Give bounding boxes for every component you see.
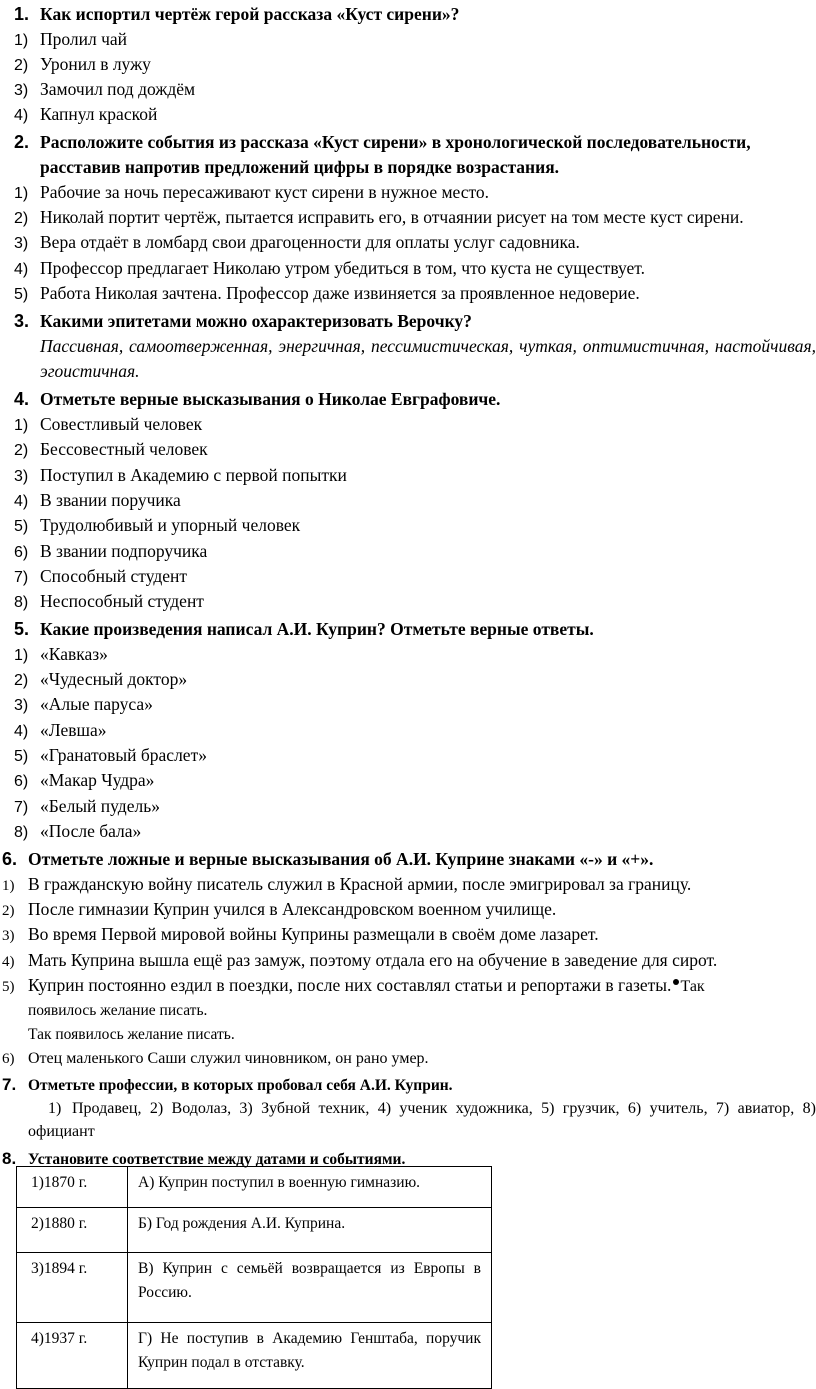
option-text: «Белый пудель»: [40, 796, 160, 816]
option: [14, 488, 181, 514]
option: [14, 77, 195, 103]
question-3: [14, 308, 472, 334]
option: [14, 230, 580, 256]
option: [14, 437, 208, 463]
option-number: 3): [14, 697, 29, 714]
table-row: [17, 1208, 492, 1253]
option: [14, 564, 187, 590]
option-text: Рабочие за ночь пересаживают куст сирени в нужное место.: [40, 182, 490, 202]
option-number: 3): [14, 235, 29, 252]
option-number: 8): [14, 824, 29, 841]
option: [14, 794, 160, 820]
question-1: [14, 1, 459, 27]
option-text: Бессовестный человек: [40, 439, 208, 459]
option-number: 2): [14, 442, 29, 459]
event-cell: А) Куприн поступил в военную гимназию.: [128, 1167, 492, 1208]
professions-list: [28, 1097, 816, 1143]
option-text: «Чудесный доктор»: [40, 669, 188, 689]
option-number: 7): [14, 569, 29, 586]
question-number: 2.: [14, 132, 30, 152]
statement-text: В гражданскую войну писатель служил в Красной армии, после эмигрировал за границу.: [28, 874, 692, 894]
table-row: [17, 1323, 492, 1389]
question-number: 6.: [2, 849, 18, 869]
option: [14, 718, 107, 744]
option-text: В звании подпоручика: [40, 541, 208, 561]
option-text: Способный студент: [40, 566, 188, 586]
statement-text: Мать Куприна вышла ещё раз замуж, поэтому отдала его на обучение в заведение для сирот.: [28, 950, 718, 970]
option-number: 1): [14, 32, 29, 49]
statement-number: 6): [2, 1051, 15, 1067]
option-number: 8): [14, 594, 29, 611]
statement: [2, 922, 599, 949]
bullet-icon: [673, 979, 679, 985]
option-text: Совестливый человек: [40, 414, 203, 434]
option: [14, 667, 187, 693]
option: [14, 205, 744, 231]
option-text: «Алые паруса»: [40, 694, 153, 714]
question-text: Отметьте профессии, в которых пробовал себя А.И. Куприн.: [28, 1077, 453, 1094]
date-cell: 2)1880 г.: [17, 1208, 128, 1253]
statement-5-text: [28, 973, 816, 999]
statement-text: После гимназии Куприн учился в Александровском военном училище.: [28, 899, 557, 919]
option: [14, 692, 153, 718]
option: [14, 412, 202, 438]
option: [14, 52, 151, 78]
date-cell: 3)1894 г.: [17, 1253, 128, 1323]
table-row: [17, 1167, 492, 1208]
question-4: [14, 386, 500, 412]
option-text: Пролил чай: [40, 29, 128, 49]
question-text: Отметьте ложные и верные высказывания об А.И. Куприне знаками «-» и «+».: [28, 849, 654, 869]
option-number: 7): [14, 799, 29, 816]
option-text: Николай портит чертёж, пытается исправить его, в отчаянии рисует на том месте куст сирени.: [40, 207, 744, 227]
statement: [2, 948, 717, 975]
option: [14, 513, 300, 539]
option: [14, 642, 108, 668]
option-number: 5): [14, 748, 29, 765]
question-text-line-2: расставив напротив предложений цифры в порядке возрастания.: [40, 157, 560, 177]
option: [14, 819, 141, 845]
option-text: Поступил в Академию с первой попытки: [40, 465, 347, 485]
question-number: 8.: [2, 1149, 17, 1168]
option-number: 3): [14, 468, 29, 485]
option-text: «Кавказ»: [40, 644, 108, 664]
option-text: Работа Николая зачтена. Профессор даже извиняется за проявленное недоверие.: [40, 283, 640, 303]
statement-number: 4): [2, 954, 15, 970]
option: [14, 539, 207, 565]
statement-text: Куприн постоянно ездил в поездки, после них составлял статьи и репортажи в газеты.: [28, 975, 672, 995]
option-number: 6): [14, 544, 29, 561]
option-text: Трудолюбивый и упорный человек: [40, 515, 301, 535]
statement: [2, 1046, 429, 1072]
question-6: [2, 846, 653, 872]
option-number: 1): [14, 417, 29, 434]
statement-number: 1): [2, 878, 15, 894]
option-number: 4): [14, 493, 29, 510]
event-cell: Б) Год рождения А.И. Куприна.: [128, 1208, 492, 1253]
option-number: 5): [14, 518, 29, 535]
option-text: Капнул краской: [40, 104, 158, 124]
question-text: Отметьте верные высказывания о Николае Евграфовиче.: [40, 389, 501, 409]
option: [14, 743, 207, 769]
statement-text: Во время Первой мировой войны Куприны размещали в своём доме лазарет.: [28, 924, 599, 944]
question-2: [14, 129, 751, 155]
matching-table: [16, 1166, 492, 1389]
option-text: «После бала»: [40, 821, 142, 841]
option-number: 1): [14, 647, 29, 664]
table-row: [17, 1253, 492, 1323]
question-7: [2, 1072, 453, 1099]
option-number: 2): [14, 672, 29, 689]
option-number: 4): [14, 261, 29, 278]
event-cell: Г) Не поступив в Академию Генштаба, поручик Куприн подал в отставку.: [128, 1323, 492, 1389]
option-number: 2): [14, 57, 29, 74]
option-number: 1): [14, 185, 29, 202]
question-number: 3.: [14, 311, 30, 331]
question-text: Установите соответствие между датами и событиями.: [28, 1151, 406, 1168]
option: [14, 768, 154, 794]
question-5: [14, 616, 594, 642]
epithets-list: Пассивная, самоотверженная, энергичная, пессимистическая, чуткая, оптимистичная, настойчивая, эгоистичная.: [40, 336, 816, 381]
question-text: Как испортил чертёж герой рассказа «Куст сирени»?: [40, 4, 460, 24]
option-number: 4): [14, 723, 29, 740]
option: [14, 589, 204, 615]
option-text: Уронил в лужу: [40, 54, 151, 74]
question-number: 7.: [2, 1075, 17, 1094]
statement: [2, 973, 28, 1000]
statement-text: Отец маленького Саши служил чиновником, он рано умер.: [28, 1050, 429, 1067]
statement-tail: Так: [680, 978, 705, 995]
statement-number: 5): [2, 979, 15, 995]
option: [14, 281, 640, 307]
event-cell: В) Куприн с семьёй возвращается из Европы в Россию.: [128, 1253, 492, 1323]
question-text: Какие произведения написал А.И. Куприн? Отметьте верные ответы.: [40, 619, 594, 639]
option-text: «Левша»: [40, 720, 107, 740]
option-text: Неспособный студент: [40, 591, 204, 611]
option-text: Вера отдаёт в ломбард свои драгоценности для оплаты услуг садовника.: [40, 232, 580, 252]
option-text: Профессор предлагает Николаю утром убедиться в том, что куста не существует.: [40, 258, 645, 278]
option-number: 2): [14, 210, 29, 227]
option-number: 3): [14, 82, 29, 99]
option: [14, 256, 645, 282]
statement: [2, 872, 691, 899]
question-number: 5.: [14, 619, 30, 639]
question-2-line-2: [40, 154, 559, 180]
date-cell: 1)1870 г.: [17, 1167, 128, 1208]
statement-repeat-line: Так появилось желание писать.: [28, 1026, 235, 1043]
date-cell: 4)1937 г.: [17, 1323, 128, 1389]
option: [14, 180, 489, 206]
option-text: «Гранатовый браслет»: [40, 745, 207, 765]
option-text: Замочил под дождём: [40, 79, 196, 99]
statement-number: 3): [2, 928, 15, 944]
option-text: «Макар Чудра»: [40, 770, 155, 790]
option: [14, 102, 157, 128]
statement-tail-line: появилось желание писать.: [28, 1002, 208, 1019]
question-number: 4.: [14, 389, 30, 409]
option-number: 5): [14, 286, 29, 303]
statement: [2, 897, 556, 924]
option-number: 4): [14, 107, 29, 124]
option: [14, 27, 127, 53]
professions-text: Продавец, 2) Водолаз, 3) Зубной техник, 4) ученик художника, 5) грузчик, 6) учитель, 7) авиатор, 8) официант: [28, 1100, 816, 1140]
option-number: 1): [48, 1100, 62, 1117]
question-text-line-1: Расположите события из рассказа «Куст сирени» в хронологической последовательности,: [40, 132, 751, 152]
option-number: 6): [14, 773, 29, 790]
question-number: 1.: [14, 4, 30, 24]
question-text: Какими эпитетами можно охарактеризовать Верочку?: [40, 311, 472, 331]
statement-number: 2): [2, 903, 15, 919]
option: [14, 463, 347, 489]
option-text: В звании поручика: [40, 490, 181, 510]
